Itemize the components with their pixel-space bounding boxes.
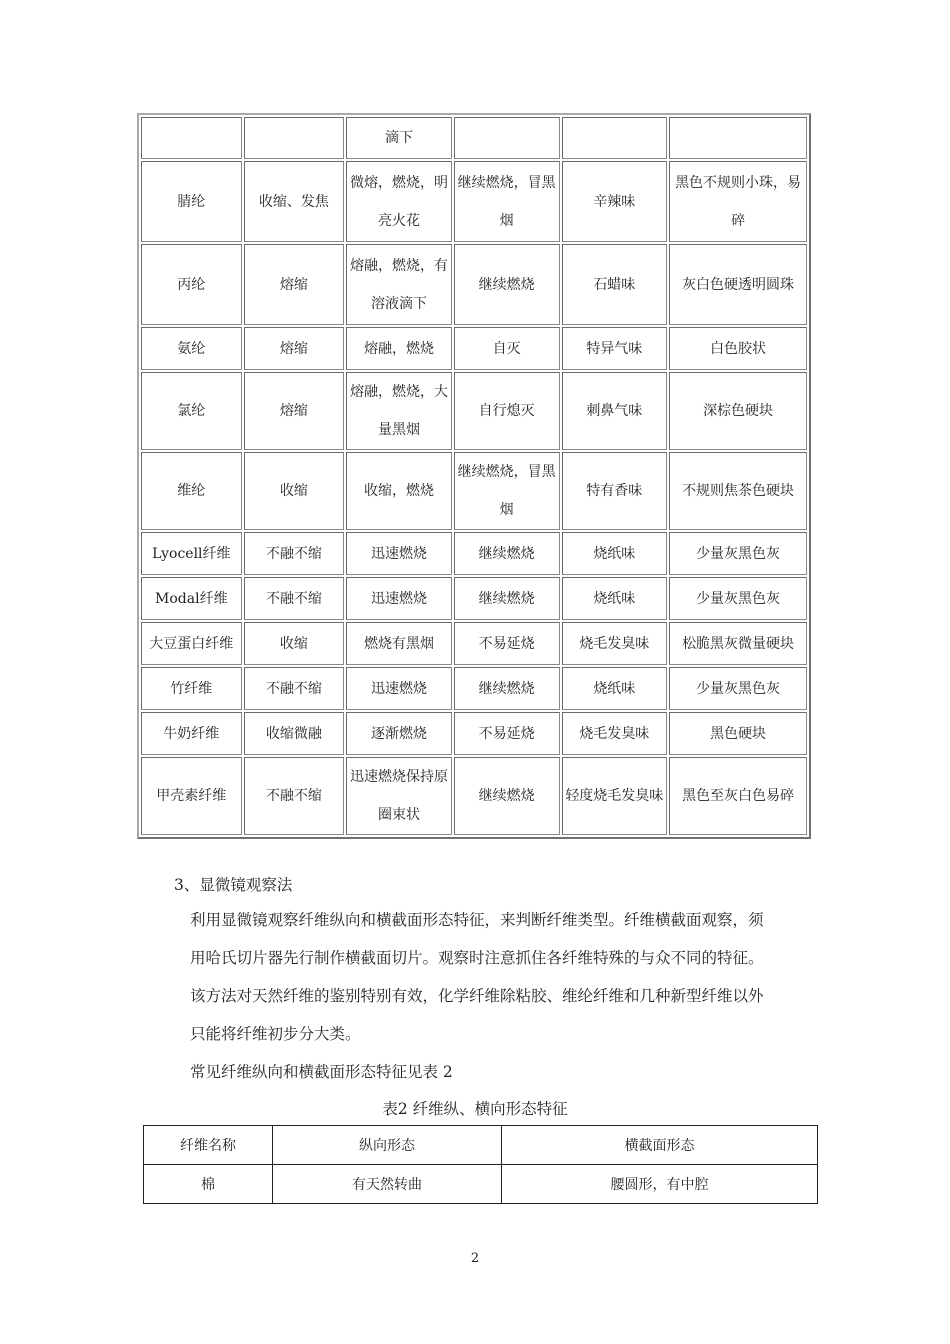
table-cell: 熔缩 [244, 327, 345, 370]
table-cell: 不易延烧 [454, 622, 560, 665]
table-cell: 熔缩 [244, 244, 345, 325]
table-cell: 石蜡味 [562, 244, 668, 325]
table-cell: 不融不缩 [244, 577, 345, 620]
table-cell: 黑色硬块 [669, 712, 807, 755]
table-cell: 迅速燃烧 [346, 667, 452, 710]
table-cell: 自行熄灭 [454, 372, 560, 450]
table-cell: 迅速燃烧 [346, 532, 452, 575]
table-caption: 表2 纤维纵、横向形态特征 [382, 1100, 568, 1118]
table-cell: 熔融，燃烧，大量黑烟 [346, 372, 452, 450]
table-cell: 竹纤维 [141, 667, 242, 710]
table-cell: 收缩 [244, 622, 345, 665]
column-header: 纤维名称 [144, 1126, 273, 1165]
table-cell: 不易延烧 [454, 712, 560, 755]
table-cell: 逐渐燃烧 [346, 712, 452, 755]
table-reference-line: 常见纤维纵向和横截面形态特征见表 2 [190, 1063, 453, 1081]
paragraph-line: 用哈氏切片器先行制作横截面切片。观察时注意抓住各纤维特殊的与众不同的特征。 [190, 949, 764, 967]
table-row [141, 452, 807, 530]
table-row [141, 757, 807, 835]
table-cell: 刺鼻气味 [562, 372, 668, 450]
table-cell [562, 117, 668, 159]
table-row [141, 577, 807, 620]
table-cell: 继续燃烧，冒黑烟 [454, 452, 560, 530]
table-cell [454, 117, 560, 159]
table-cell: 燃烧有黑烟 [346, 622, 452, 665]
table-cell: 熔融，燃烧 [346, 327, 452, 370]
table-cell: 继续燃烧 [454, 532, 560, 575]
table-cell: Modal纤维 [141, 577, 242, 620]
table-cell: 烧纸味 [562, 532, 668, 575]
table-cell: 继续燃烧 [454, 244, 560, 325]
column-header: 纵向形态 [273, 1126, 502, 1165]
table-row [144, 1165, 818, 1204]
table-cell: 继续燃烧 [454, 757, 560, 835]
table-cell: 少量灰黑色灰 [669, 577, 807, 620]
column-header: 横截面形态 [502, 1126, 818, 1165]
table-cell: 松脆黑灰微量硬块 [669, 622, 807, 665]
table-cell: 黑色至灰白色易碎 [669, 757, 807, 835]
table-row [141, 532, 807, 575]
table-cell: 微熔，燃烧，明亮火花 [346, 161, 452, 242]
table-cell: 收缩 [244, 452, 345, 530]
table-cell: 大豆蛋白纤维 [141, 622, 242, 665]
table-row [141, 712, 807, 755]
table-cell: 棉 [144, 1165, 273, 1204]
table-row [141, 117, 807, 159]
table-cell [244, 117, 345, 159]
table-cell: 牛奶纤维 [141, 712, 242, 755]
paragraph-line: 该方法对天然纤维的鉴别特别有效，化学纤维除粘胶、维纶纤维和几种新型纤维以外 [190, 987, 764, 1005]
table-cell: 腰圆形，有中腔 [502, 1165, 818, 1204]
table-cell: 不规则焦茶色硬块 [669, 452, 807, 530]
table-cell: 熔缩 [244, 372, 345, 450]
table-row [141, 667, 807, 710]
table-cell: 自灭 [454, 327, 560, 370]
table-cell: 深棕色硬块 [669, 372, 807, 450]
table-cell: 烧毛发臭味 [562, 712, 668, 755]
table-row [141, 244, 807, 325]
table-header-row [144, 1126, 818, 1165]
table-cell: 灰白色硬透明圆珠 [669, 244, 807, 325]
table-cell: 收缩微融 [244, 712, 345, 755]
table-cell: 不融不缩 [244, 667, 345, 710]
table-cell: 维纶 [141, 452, 242, 530]
table-cell: 烧毛发臭味 [562, 622, 668, 665]
table-cell: 腈纶 [141, 161, 242, 242]
table-row [141, 161, 807, 242]
table-cell: 滴下 [346, 117, 452, 159]
table-cell: 轻度烧毛发臭味 [562, 757, 668, 835]
table-cell: 烧纸味 [562, 667, 668, 710]
section-heading: 3、显微镜观察法 [174, 876, 293, 894]
table-cell: 少量灰黑色灰 [669, 532, 807, 575]
table-cell: 特有香味 [562, 452, 668, 530]
table-cell: 继续燃烧 [454, 577, 560, 620]
table-cell: 特异气味 [562, 327, 668, 370]
table-cell: 白色胶状 [669, 327, 807, 370]
table-cell [669, 117, 807, 159]
morphology-table [143, 1125, 818, 1204]
paragraph-line: 利用显微镜观察纤维纵向和横截面形态特征，来判断纤维类型。纤维横截面观察，须 [190, 911, 764, 929]
table-cell [141, 117, 242, 159]
table-row [141, 622, 807, 665]
table-cell: 少量灰黑色灰 [669, 667, 807, 710]
table-cell: 熔融，燃烧，有溶液滴下 [346, 244, 452, 325]
table-cell: 不融不缩 [244, 757, 345, 835]
table-cell: 烧纸味 [562, 577, 668, 620]
table-cell: 丙纶 [141, 244, 242, 325]
table-cell: 甲壳素纤维 [141, 757, 242, 835]
table-cell: 收缩，燃烧 [346, 452, 452, 530]
page-number: 2 [470, 1251, 480, 1266]
table-row [141, 372, 807, 450]
paragraph-line: 只能将纤维初步分大类。 [190, 1025, 361, 1043]
table-cell: 氨纶 [141, 327, 242, 370]
table-cell: 继续燃烧 [454, 667, 560, 710]
table-cell: 继续燃烧，冒黑烟 [454, 161, 560, 242]
table-cell: 迅速燃烧 [346, 577, 452, 620]
table-cell: 辛辣味 [562, 161, 668, 242]
table-cell: 黑色不规则小珠，易碎 [669, 161, 807, 242]
table-cell: 迅速燃烧保持原圈束状 [346, 757, 452, 835]
table-cell: 氯纶 [141, 372, 242, 450]
table-cell: 不融不缩 [244, 532, 345, 575]
table-cell: 有天然转曲 [273, 1165, 502, 1204]
table-row [141, 327, 807, 370]
table-cell: 收缩、发焦 [244, 161, 345, 242]
table-cell: Lyocell纤维 [141, 532, 242, 575]
burning-test-table [137, 113, 811, 839]
